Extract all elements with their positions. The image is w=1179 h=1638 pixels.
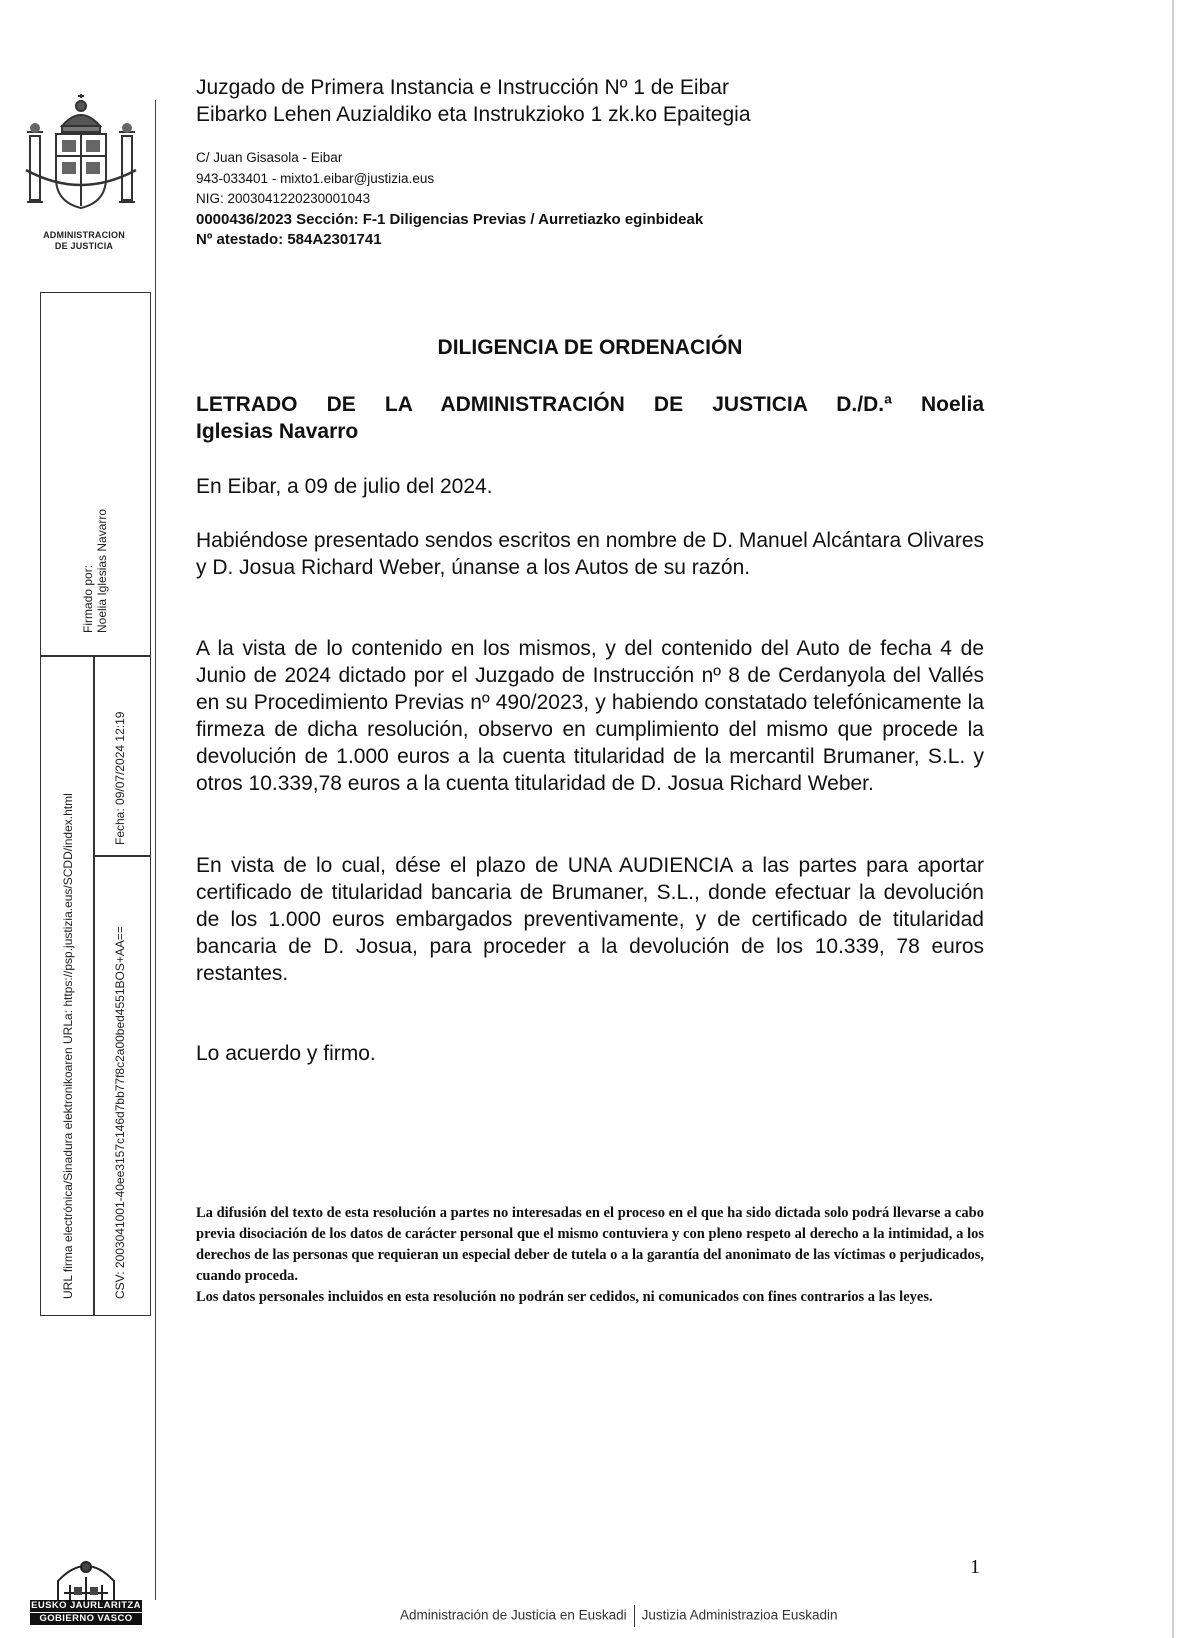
spanish-coat-of-arms-icon [22,92,140,222]
footer-right: Justizia Administrazioa Euskadin [641,1607,838,1623]
paragraph-1: Habiéndose presentado sendos escritos en nombre de D. Manuel Alcántara Olivares y D. Josua Richard Weber, únanse a los Autos de su razón. [196,529,984,579]
atestado-number: Nº atestado: 584A2301741 [196,231,382,248]
court-details [196,148,703,251]
signature-date: Fecha: 09/07/2024 12:19 [113,711,127,845]
court-contact: 943-033401 - mixto1.eibar@justizia.eus [196,170,435,186]
signature-sidebar [40,292,151,1316]
legal-notice-2: Los datos personales incluidos en esta resolución no podrán ser cedidos, ni comunicados con fines contrarios a las leyes. [196,1289,933,1305]
basque-government-caption: EUSKO JAURLARITZA GOBIERNO VASCO [31,1600,141,1624]
legal-notice-1: La difusión del texto de esta resolución a partes no interesadas en el proceso en el que ha sido dictada solo podrá llevarse a cabo previa disociación de los datos de carácter personal que el mismo contuviera y con pleno respeto al derecho a la intimidad, a los derechos de las personas que requieran un especial deber de tutela o a la garantía del anonimato de las víctimas o perjudicados, cuando proceda. [196,1205,984,1284]
court-header [196,74,751,128]
signature-url: URL firma electrónica/Sinadura elektronikoaren URLa: https://psp.justizia.eus/SCDD/index.html [61,793,75,1299]
margin-line [155,100,156,1600]
court-address: C/ Juan Gisasola - Eibar [196,150,343,165]
paragraph-2: A la vista de lo contenido en los mismos, y del contenido del Auto de fecha 4 de Junio de 2024 dictado por el Juzgado de Instrucción nº 8 de Cerdanyola del Vallés en su Procedimiento Previas nº 490/2023, y habiendo constatado telefónicamente la firmeza de dicha resolución, observo en cumplimiento del mismo que procede la devolución de 1.000 euros a la cuenta titularidad de la mercantil Brumaner, S.L. y otros 10.339,78 euros a la cuenta titularidad de D. Josua Richard Weber. [196,637,984,795]
legal-notice [196,1203,984,1308]
closing-line: Lo acuerdo y firmo. [196,1042,376,1065]
page-number: 1 [970,1556,980,1578]
signed-by-name: Noelia Iglesias Navarro [95,508,109,633]
nig-number: NIG: 2003041220230001043 [196,191,371,206]
signed-by-label: Firmado por: [81,564,95,633]
court-name-eu: Eibarko Lehen Auzialdiko eta Instrukzioko 1 zk.ko Epaitegia [196,103,751,126]
crest-caption: ADMINISTRACION DE JUSTICIA [43,230,125,251]
date-line: En Eibar, a 09 de julio del 2024. [196,475,493,498]
document-title: DILIGENCIA DE ORDENACIÓN [437,336,743,359]
case-number: 0000436/2023 Sección: F-1 Diligencias Previas / Aurretiazko eginbideak [196,210,704,228]
letrado-heading: LETRADO DE LA ADMINISTRACIÓN DE JUSTICIA D./D.ª Noelia Iglesias Navarro [196,393,984,443]
signature-csv: CSV: 2003041001-40ee3157c146d7bb77f8c2a00bed4551BOS+AA== [113,926,127,1299]
page-footer [400,1605,837,1627]
court-name-es: Juzgado de Primera Instancia e Instrucción Nº 1 de Eibar [196,76,729,99]
paragraph-3: En vista de lo cual, dése el plazo de UNA AUDIENCIA a las partes para aportar certificado de titularidad bancaria de Brumaner, S.L., donde efectuar la devolución de los 1.000 euros embargados preventivamente, y de certificado de titularidad bancaria de D. Josua, para proceder a la devolución de los 10.339, 78 euros restantes. [196,854,984,985]
footer-left: Administración de Justicia en Euskadi [400,1607,627,1623]
